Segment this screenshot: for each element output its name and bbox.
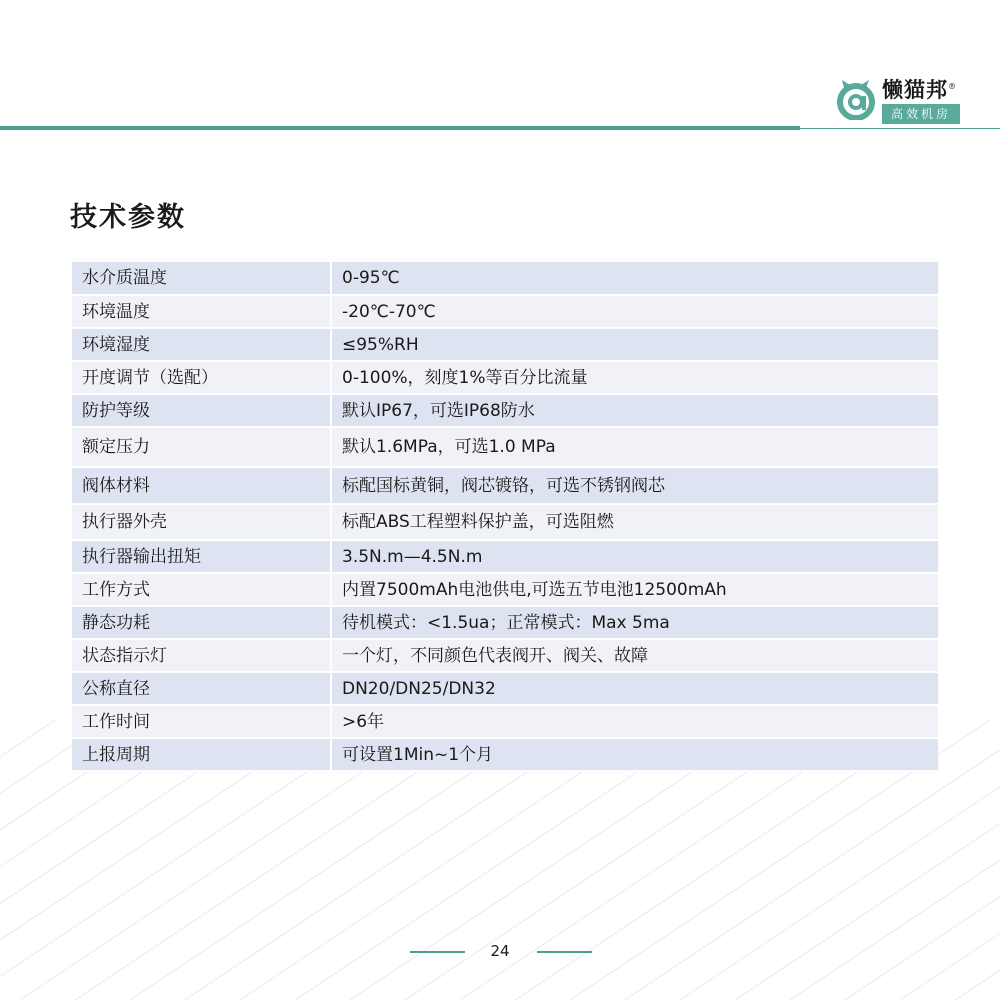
spec-label: 执行器外壳	[72, 504, 331, 540]
spec-value: 0-100%，刻度1%等百分比流量	[331, 361, 938, 394]
spec-label: 额定压力	[72, 427, 331, 467]
spec-table	[72, 262, 938, 772]
spec-value: 一个灯，不同颜色代表阀开、阀关、故障	[331, 639, 938, 672]
page-number: 24	[490, 942, 510, 960]
spec-row	[72, 639, 938, 672]
spec-label: 环境湿度	[72, 328, 331, 361]
footer-line-right	[537, 951, 592, 953]
spec-value: >6年	[331, 705, 938, 738]
footer-line-left	[410, 951, 465, 953]
spec-value: 3.5N.m—4.5N.m	[331, 540, 938, 573]
brand-logo	[836, 74, 966, 128]
spec-value: 默认1.6MPa，可选1.0 MPa	[331, 427, 938, 467]
spec-label: 上报周期	[72, 738, 331, 771]
spec-value: 0-95℃	[331, 262, 938, 295]
brand-name: 懒猫邦®	[882, 77, 957, 102]
spec-value: -20℃-70℃	[331, 295, 938, 328]
spec-value: 内置7500mAh电池供电,可选五节电池12500mAh	[331, 573, 938, 606]
spec-label: 公称直径	[72, 672, 331, 705]
spec-value: DN20/DN25/DN32	[331, 672, 938, 705]
spec-label: 开度调节（选配）	[72, 361, 331, 394]
spec-row	[72, 467, 938, 504]
spec-row	[72, 738, 938, 771]
spec-row	[72, 504, 938, 540]
spec-value: 标配ABS工程塑料保护盖，可选阻燃	[331, 504, 938, 540]
spec-value: 待机模式：<1.5ua；正常模式：Max 5ma	[331, 606, 938, 639]
spec-value: ≤95%RH	[331, 328, 938, 361]
spec-row	[72, 262, 938, 295]
spec-row	[72, 394, 938, 427]
spec-label: 状态指示灯	[72, 639, 331, 672]
spec-value: 标配国标黄铜，阀芯镀铬，可选不锈钢阀芯	[331, 467, 938, 504]
spec-value: 可设置1Min~1个月	[331, 738, 938, 771]
spec-row	[72, 540, 938, 573]
spec-label: 阀体材料	[72, 467, 331, 504]
spec-label: 工作时间	[72, 705, 331, 738]
spec-label: 环境温度	[72, 295, 331, 328]
spec-label: 静态功耗	[72, 606, 331, 639]
spec-row	[72, 295, 938, 328]
spec-row	[72, 705, 938, 738]
spec-label: 执行器输出扭矩	[72, 540, 331, 573]
spec-row	[72, 427, 938, 467]
spec-label: 防护等级	[72, 394, 331, 427]
spec-row	[72, 573, 938, 606]
spec-row	[72, 672, 938, 705]
brand-subtitle: 高效机房	[882, 104, 960, 124]
spec-label: 水介质温度	[72, 262, 331, 295]
spec-row	[72, 328, 938, 361]
spec-row	[72, 361, 938, 394]
background-line	[955, 720, 1000, 1000]
at-cat-logo-icon	[836, 78, 876, 120]
spec-value: 默认IP67，可选IP68防水	[331, 394, 938, 427]
spec-row	[72, 606, 938, 639]
header-rule-extension	[800, 128, 1000, 129]
header-rule	[0, 126, 800, 130]
page-title: 技术参数	[70, 202, 186, 233]
spec-label: 工作方式	[72, 573, 331, 606]
